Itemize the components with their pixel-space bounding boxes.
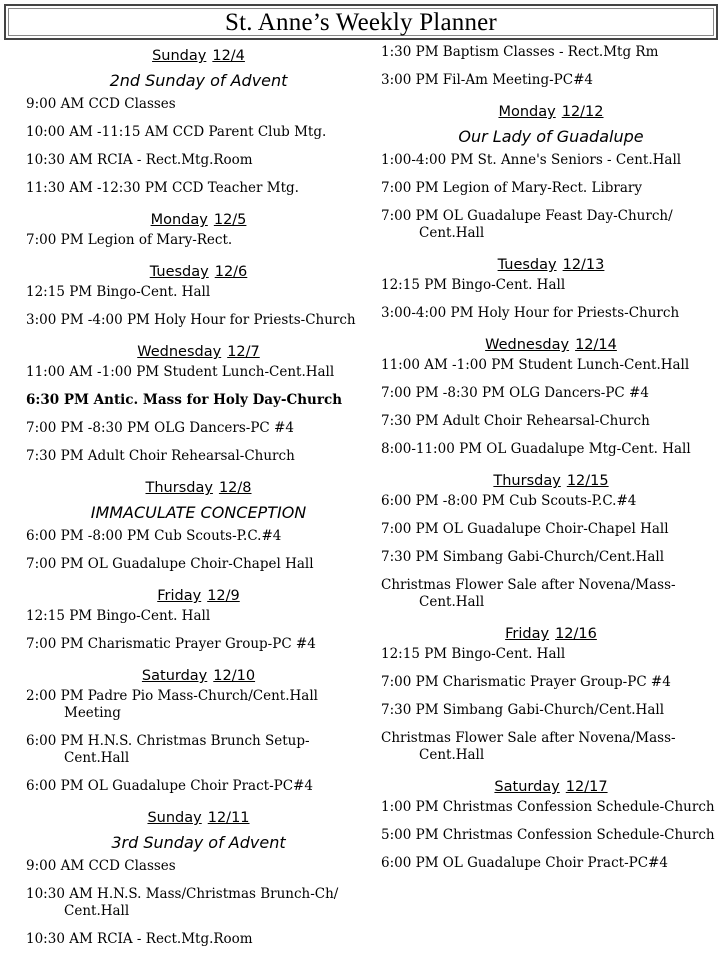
day-heading [26,260,371,284]
event-entry: 12:15 PM Bingo-Cent. Hall [26,284,211,300]
event-entry: Christmas Flower Sale after Novena/Mass-Cent.Hall [381,730,676,763]
day-name: Tuesday [149,264,209,280]
event-entry: 7:00 PM -8:30 PM OLG Dancers-PC #4 [26,420,294,436]
day-name: Friday [505,626,550,642]
event-entry: 7:00 PM Charismatic Prayer Group-PC #4 [381,674,671,690]
day-name: Saturday [141,668,208,684]
day-heading [26,806,371,830]
event-entry: 1:00 PM Christmas Confession Schedule-Church [381,799,715,815]
day-date: 12/16 [555,626,597,642]
event-entry: 6:30 PM Antic. Mass for Holy Day-Church [26,392,343,408]
day-date: 12/14 [575,337,617,353]
event-entry: 7:00 PM Charismatic Prayer Group-PC #4 [26,636,316,652]
event-entry: 9:00 AM CCD Classes [26,858,176,874]
event-entry: 6:00 PM OL Guadalupe Choir Pract-PC#4 [381,855,668,871]
day-date: 12/11 [207,810,250,826]
day-name: Monday [498,104,556,120]
day-date: 12/7 [227,344,260,360]
event-entry: 7:30 PM Simbang Gabi-Church/Cent.Hall [381,702,665,718]
event-entry: 9:00 AM CCD Classes [26,96,176,112]
day-date: 12/15 [566,473,609,489]
event-entry: 7:30 PM Adult Choir Rehearsal-Church [381,413,650,429]
day-heading [381,333,721,357]
day-heading [26,340,371,364]
event-entry: 7:30 PM Adult Choir Rehearsal-Church [26,448,295,464]
event-entry: Christmas Flower Sale after Novena/Mass-Cent.Hall [381,577,676,610]
event-entry: 7:30 PM Simbang Gabi-Church/Cent.Hall [381,549,665,565]
event-entry: 10:30 AM H.N.S. Mass/Christmas Brunch-Ch/ Cent.Hall [26,886,339,919]
day-heading [381,100,721,124]
event-entry: 7:00 PM Legion of Mary-Rect. Library [381,180,642,196]
event-entry: 12:15 PM Bingo-Cent. Hall [381,277,566,293]
event-entry: 12:15 PM Bingo-Cent. Hall [381,646,566,662]
day-name: Thursday [493,473,561,489]
day-name: Tuesday [497,257,557,273]
event-entry: 10:30 AM RCIA - Rect.Mtg.Room [26,152,253,168]
event-entry: 6:00 PM H.N.S. Christmas Brunch Setup-Cent.Hall [26,733,310,766]
event-entry: 7:00 PM Legion of Mary-Rect. [26,232,233,248]
liturgical-day-subtitle: Our Lady of Guadalupe [458,127,644,146]
event-entry: 10:00 AM -11:15 AM CCD Parent Club Mtg. [26,124,327,140]
day-heading [26,208,371,232]
event-entry: 7:00 PM OL Guadalupe Choir-Chapel Hall [26,556,314,572]
day-date: 12/5 [213,212,247,228]
liturgical-day-subtitle: 2nd Sunday of Advent [109,71,288,90]
event-entry: 11:30 AM -12:30 PM CCD Teacher Mtg. [26,180,299,196]
event-entry: 2:00 PM Padre Pio Mass-Church/Cent.Hall Meeting [26,688,318,721]
event-entry: 7:00 PM OL Guadalupe Feast Day-Church/ Cent.Hall [381,208,673,241]
event-entry: 1:30 PM Baptism Classes - Rect.Mtg Rm [381,44,659,60]
day-heading [26,584,371,608]
day-name: Wednesday [485,337,570,353]
right-column [381,44,721,883]
event-entry: 3:00-4:00 PM Holy Hour for Priests-Church [381,305,680,321]
day-heading [381,622,721,646]
event-entry: 5:00 PM Christmas Confession Schedule-Church [381,827,715,843]
liturgical-day-subtitle: 3rd Sunday of Advent [111,833,286,852]
event-entry: 8:00-11:00 PM OL Guadalupe Mtg-Cent. Hall [381,441,691,457]
event-entry: 1:00-4:00 PM St. Anne's Seniors - Cent.Hall [381,152,682,168]
day-date: 12/6 [214,264,248,280]
day-date: 12/4 [212,48,245,64]
event-entry: 11:00 AM -1:00 PM Student Lunch-Cent.Hall [26,364,335,380]
day-name: Monday [150,212,208,228]
day-heading [26,44,371,68]
day-name: Saturday [494,779,560,795]
event-entry: 3:00 PM Fil-Am Meeting-PC#4 [381,72,593,88]
day-name: Thursday [145,480,213,496]
liturgical-day-subtitle: IMMACULATE CONCEPTION [90,503,307,522]
event-entry: 11:00 AM -1:00 PM Student Lunch-Cent.Hall [381,357,690,373]
event-entry: 7:00 PM -8:30 PM OLG Dancers-PC #4 [381,385,649,401]
event-entry: 10:30 AM RCIA - Rect.Mtg.Room [26,931,253,947]
event-entry: 12:15 PM Bingo-Cent. Hall [26,608,211,624]
day-name: Wednesday [137,344,222,360]
day-date: 12/8 [218,480,252,496]
event-entry: 6:00 PM OL Guadalupe Choir Pract-PC#4 [26,778,313,794]
day-date: 12/12 [561,104,604,120]
event-entry: 3:00 PM -4:00 PM Holy Hour for Priests-Church [26,312,356,328]
planner-title: St. Anne’s Weekly Planner [225,9,497,36]
left-column [26,44,371,959]
day-heading [26,664,371,688]
event-entry: 6:00 PM -8:00 PM Cub Scouts-P.C.#4 [26,528,282,544]
day-name: Sunday [152,48,207,64]
day-heading [381,469,721,493]
day-heading [26,476,371,500]
planner-title-banner [4,4,718,40]
event-entry: 6:00 PM -8:00 PM Cub Scouts-P.C.#4 [381,493,637,509]
day-date: 12/13 [562,257,605,273]
day-heading [381,775,721,799]
day-date: 12/17 [565,779,608,795]
day-heading [381,253,721,277]
day-date: 12/10 [213,668,256,684]
day-name: Friday [157,588,202,604]
day-name: Sunday [147,810,202,826]
day-date: 12/9 [207,588,240,604]
event-entry: 7:00 PM OL Guadalupe Choir-Chapel Hall [381,521,669,537]
